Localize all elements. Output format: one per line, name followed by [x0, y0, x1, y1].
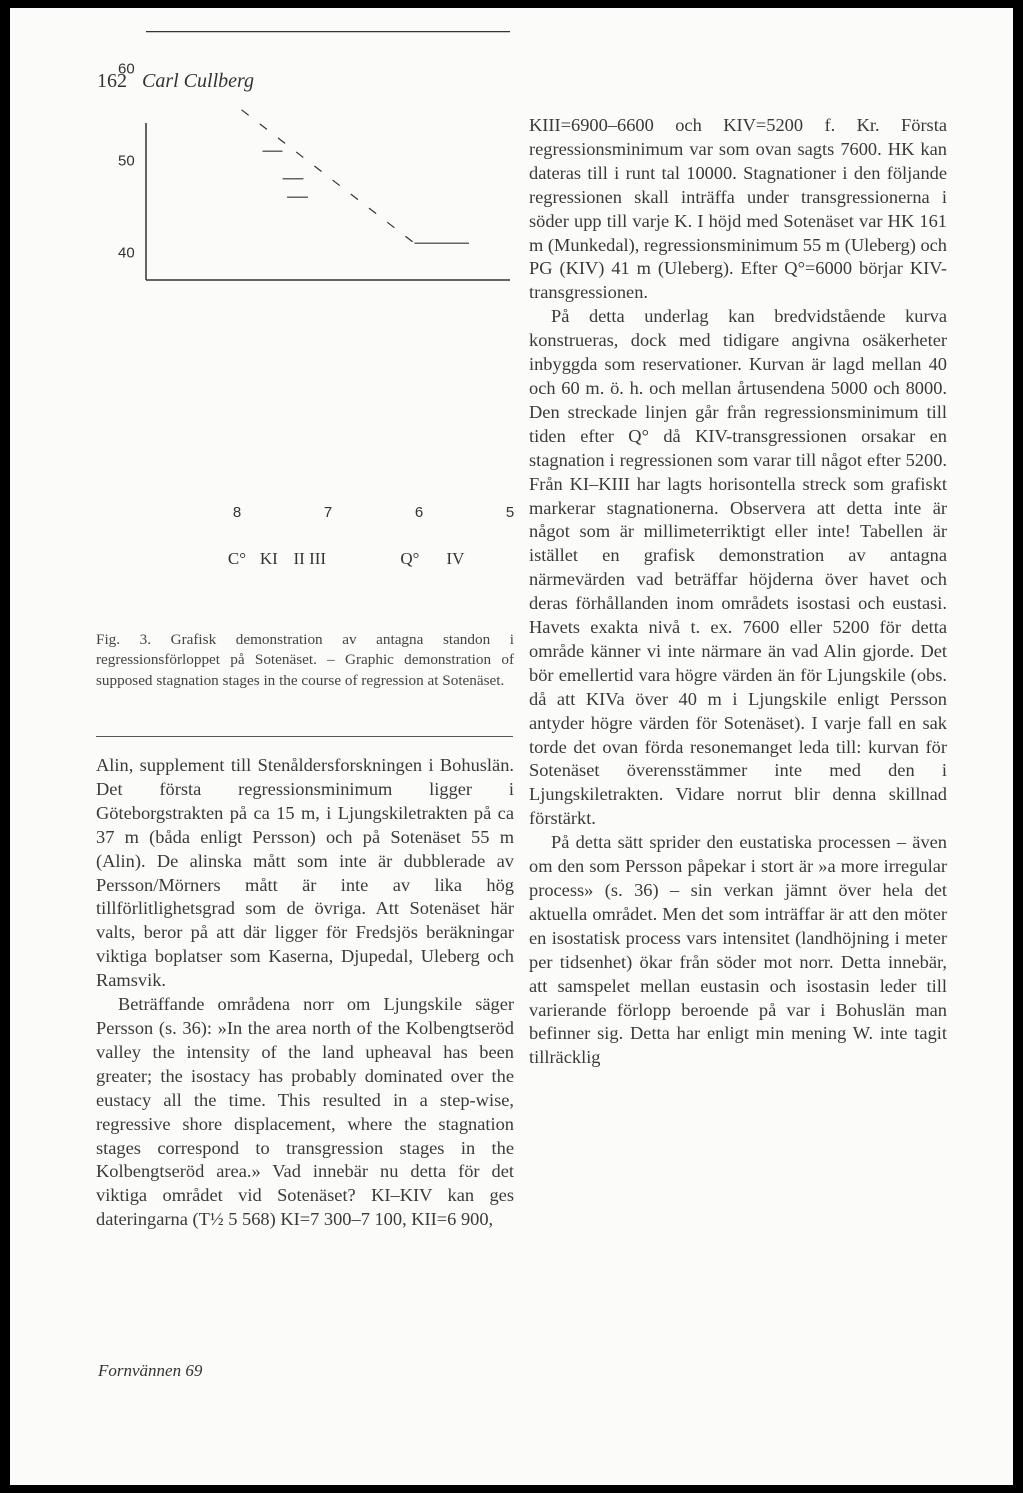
y-tick-label: 50 [118, 152, 135, 170]
running-author: Carl Cullberg [142, 70, 255, 92]
x-tick-label: 8 [232, 504, 242, 521]
caption-rule [96, 736, 513, 737]
x-tick-label: 7 [323, 504, 333, 521]
paragraph: På detta underlag kan bredvidstående kurva konstrueras, dock med tidigare angivna osäkerheter inbyggda som reservationer. Kurvan är lagd mellan 40 och 60 m. ö. h. och mellan årtusendena 5000 och 8000. Den streckade linjen går från regressionsminimum till tiden efter Q° då KIV-transgressionen orsakar en stagnation i regressionen som varar till något efter 5200. Från KI–KIII har lagts horisontella streck som grafiskt markerar stagnationerna. Observera att detta inte är något som är millimeterriktigt eller inte! Tabellen är istället en grafisk demonstration av antagna närmevärden vad beträffar höjderna över havet och deras förhållanden inom områdets isostasi och eustasi. Havets exakta nivå t. ex. 7600 eller 5200 för detta område känner vi inte närmare än vad Alin gjorde. Det bör emellertid vara högre värden än för Ljungskile (obs. då att KIVa över 40 m i Ljungskile enligt Persson antyder högre värden för Sotenäset). I varje fall en sak torde det ovan förda resonemanget leda till: kurvan för Sotenäset överensstämmer inte med den i Ljungskiletrakten. Vidare norrut blir denna skillnad förstärkt. [529, 306, 947, 829]
paragraph: Beträffande områdena norr om Ljungskile säger Persson (s. 36): »In the area north of the Kolbengtseröd valley the intensity of the land upheaval has been greater; the isostacy has probably dominated over the eustacy all the time. This resulted in a step-wise, regressive shore displacement, where the stagnation stages correspond to transgression stages in the Kolbengtseröd area.» Vad innebär nu detta för det viktiga området vid Sotenäset? KI–KIV kan ges dateringarna (T½ 5 568) KI=7 300–7 100, KII=6 900, [96, 994, 514, 1230]
y-tick-label: 40 [118, 244, 135, 262]
left-column [96, 754, 514, 1232]
journal-footer: Fornvännen 69 [98, 1361, 203, 1380]
x-tick-label: 5 [505, 504, 515, 521]
journal-page [10, 8, 1013, 1485]
paragraph: KIII=6900–6600 och KIV=5200 f. Kr. Första regressionsminimum var som ovan sagts 7600. HK kan dateras till i runt tal 10000. Stagnationer i den följande regressionen skall inträffa under transgressionerna i söder upp till varje K. I höjd med Sotenäset var HK 161 m (Munkedal), regressionsminimum 55 m (Uleberg) och PG (KIV) 41 m (Uleberg). Efter Q°=6000 börjar KIV-transgressionen. [529, 115, 947, 303]
page-number: 162 [97, 70, 127, 92]
stage-label: Q° [400, 549, 420, 568]
stage-label: KI [259, 549, 278, 568]
paragraph: På detta sätt sprider den eustatiska processen – även om den som Persson påpekar i stort är »a more irregular process» (s. 36) – sin verkan jämnt över hela det aktuella området. Men det som inträffar är att den möter en isostatisk process vars intensitet (landhöjning i meter per tidsenhet) ökar från söder mot norr. Detta innebär, att samspelet mellan eustasin och isostasin leder till varierande förlopp beroende på var i Bohuslän man befinner sig. Detta har enligt min mening W. inte tagit tillräcklig [529, 832, 947, 1068]
dashed-regression-line [242, 110, 415, 243]
stage-label: C° [227, 549, 247, 568]
y-tick-label: 60 [118, 60, 135, 78]
stage-label: IV [446, 549, 465, 568]
right-column [529, 114, 947, 1070]
x-tick-label: 6 [414, 504, 424, 521]
figure-caption: Fig. 3. Grafisk demonstration av antagna standon i regressionsförloppet på Sotenäset. – Graphic demonstration of supposed stagnation stages in the course of regression at Sotenäset. [96, 631, 514, 689]
stage-label: II III [293, 549, 327, 568]
paragraph: Alin, supplement till Stenåldersforskningen i Bohuslän. Det första regressionsminimum ligger i Göteborgstrakten på ca 15 m, i Ljungskiletrakten på ca 37 m (båda enligt Persson) och på Sotenäset 55 m (Alin). De alinska mått som inte är dubblerade av Persson/Mörners mått är inte av lika hög tillförlitlighetsgrad som de övriga. Att Sotenäset här valts, beror på att där ligger för Fredsjös beräkningar viktiga boplatser som Kaserna, Djupedal, Uleberg och Ramsvik. [96, 755, 514, 991]
